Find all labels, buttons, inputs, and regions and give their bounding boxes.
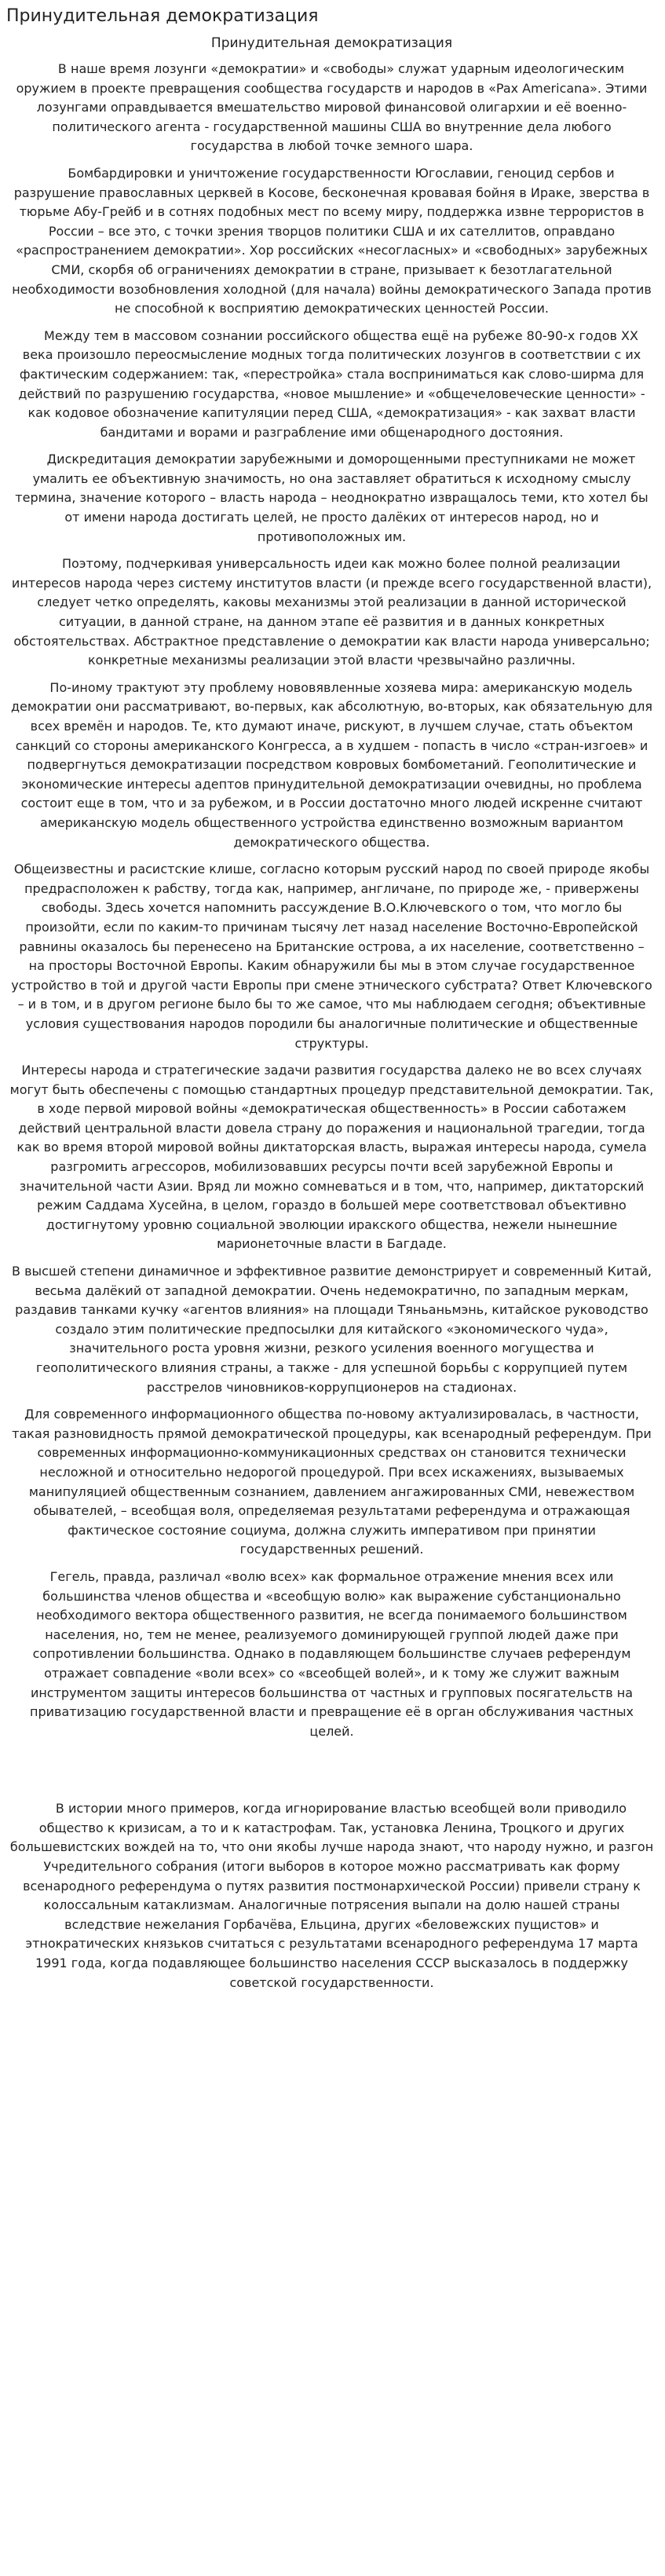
paragraph-1: В наше время лозунги «демократии» и «свободы» служат ударным идеологическим оружием в проекте превращения сообщества государств и народов в «Pax Americana». Этими лозунгами оправдывается вмешательство мировой финансовой олигархии и её военно-политического агента - государственной машины США во внутренние дела любого государства в любой точке земного шара. [16,61,648,154]
page-title: Принудительная демократизация [6,6,319,26]
paragraph-11: Гегель, правда, различал «волю всех» как формальное отражение мнения всех или большинства членов общества и «всеобщую волю» как выражение субстанционально необходимого вектора общественного развития, не всегда понимаемого большинством населения, но, тем не менее, реализуемого доминирующей группой людей даже при сопротивлении большинства. Однако в подавляющем большинстве случаев референдум отражает совпадение «воли всех» со «всеобщей волей», и к тому же служит важным инструментом защиты интересов большинства от частных и групповых посягательств на приватизацию государственной власти и превращение её в орган обслуживания частных целей. [30,1568,634,1739]
paragraph-3: Между тем в массовом сознании российского общества ещё на рубеже 80-90-х годов XX века произошло переосмысление модных тогда политических лозунгов в соответствии с их фактическим содержанием: так, «перестройка» стала восприниматься как слово-ширма для действий по разрушению государства, «новое мышление» и «общечеловеческие ценности» - как кодовое обозначение капитуляции перед США, «демократизация» - как захват власти бандитами и ворами и разграбление ими общенародного достояния. [18,327,645,440]
paragraph-12: В истории много примеров, когда игнорирование властью всеобщей воли приводило общество к кризисам, а то и к катастрофам. Так, установка Ленина, Троцкого и других большевистских вождей на то, что они якобы лучше народа знают, что народу нужно, и разгон Учредительного собрания (итоги выборов в которое можно рассматривать как форму всенародного референдума о путях развития постмонархической России) привели страну к колоссальным катаклизмам. Аналогичные потрясения выпали на долю нашей страны вследствие нежелания Горбачёва, Ельцина, других «беловежских пущистов» и этнократических князьков считаться с результатами всенародного референдума 17 марта 1991 года, когда подавляющее большинство населения СССР высказалось в поддержку советской государственности. [9,1801,654,1990]
paragraph-4: Дискредитация демократии зарубежными и доморощенными преступниками не может умалить ее объективную значимость, но она заставляет обратиться к исходному смыслу термина, значение которого – власть народа – неоднократно извращалось теми, кто хотел бы от имени народа достигать целей, не просто далёких от интересов народ, но и противоположных им. [15,452,649,544]
paragraph-5: Поэтому, подчеркивая универсальность идеи как можно более полной реализации интересов народа через систему институтов власти (и прежде всего государственной власти), следует четко определять, каковы механизмы этой реализации в данной исторической ситуации, в данной стране, на данном этапе её развития и в данных конкретных обстоятельствах. Абстрактное представление о демократии как власти народа универсально; конкретные механизмы реализации этой власти чрезвычайно различны. [11,556,652,668]
paragraph-6: По-иному трактуют эту проблему нововявленные хозяева мира: американскую модель демократии они рассматривают, во-первых, как абсолютную, во-вторых, как обязательную для всех времён и народов. Те, кто думают иначе, рискуют, в лучшем случае, стать объектом санкций со стороны американского Конгресса, а в худшем - попасть в число «стран-изгоев» и подвергнуться демократизации посредством ковровых бомбометаний. Геополитические и экономические интересы адептов принудительной демократизации очевидны, но проблема состоит еще в том, что и за рубежом, и в России достаточно много людей искренне считают американскую модель общественного устройства единственно возможным вариантом демократического общества. [10,679,653,850]
blank-gap [6,1749,657,1799]
paragraph-10: Для современного информационного общества по-новому актуализировалась, в частности, такая разновидность прямой демократической процедуры, как всенародный референдум. При современных информационно-коммуникационных средствах он становится технически несложной и относительно недорогой процедурой. При всех искажениях, вызываемых манипуляцией общественным сознанием, давлением ангажированных СМИ, невежеством обывателей, – всеобщая воля, определяемая результатами референдума и отражающая фактическое состояние социума, должна служить императивом при принятии государственных решений. [12,1407,652,1557]
paragraph-9: В высшей степени динамичное и эффективное развитие демонстрирует и современный Китай, весьма далёкий от западной демократии. Очень недемократично, по западным меркам, раздавив танками кучку «агентов влияния» на площади Тяньаньмэнь, китайское руководство создало этим политические предпосылки для китайского «экономического чуда», значительного роста уровня жизни, резкого усиления военного могущества и геополитического влияния страны, а также - для успешной борьбы с коррупцией путем расстрелов чиновников-коррупционеров на стадионах. [12,1264,652,1395]
paragraph-8: Интересы народа и стратегические задачи развития государства далеко не во всех случаях могут быть обеспечены с помощью стандартных процедур представительной демократии. Так, в ходе первой мировой войны «демократическая общественность» в России саботажем действий центральной власти довела страну до поражения и национальной трагедии, тогда как во время второй мировой войны диктаторская власть, выражая интересы народа, сумела разгромить агрессоров, мобилизовавших ресурсы почти всей зарубежной Европы и значительной части Азии. Вряд ли можно сомневаться и в том, что, например, диктаторский режим Саддама Хусейна, в целом, гораздо в большей мере соответствовал объективно достигнутому уровню социальной эволюции иракского общества, нежели нынешние марионеточные власти в Багдаде. [9,1063,654,1252]
article-title: Принудительная демократизация [210,35,453,51]
paragraph-2: Бомбардировки и уничтожение государственности Югославии, геноцид сербов и разрушение православных церквей в Косове, бесконечная кровавая бойня в Ираке, зверства в тюрьме Абу-Грейб и в сотнях подобных мест по всему миру, поддержка извне террористов в России – все это, с точки зрения творцов политики США и их сателлитов, оправдано «распространением демократии». Хор российских «несогласных» и «свободных» зарубежных СМИ, скорбя об ограничениях демократии в стране, призывает к безотлагательной необходимости возобновления холодной (для начала) войны демократического Запада против не способной к восприятию демократических ценностей России. [12,165,652,317]
paragraph-7: Общеизвестны и расистские клише, согласно которым русский народ по своей природе якобы предрасположен к рабству, тогда как, например, англичане, по природе же, - привержены свободы. Здесь хочется напомнить рассуждение В.О.Ключевского о том, что могло бы произойти, если по каким-то причинам тысячу лет назад население Восточно-Европейской равнины оказалось бы перенесено на Британские острова, а их население, соответственно – на просторы Восточной Европы. Каким обнаружили бы мы в этом случае государственное устройство в той и другой части Европы при смене этнического субстрата? Ответ Ключевского – и в том, и в другом регионе было бы то же самое, что мы наблюдаем сегодня; объективные условия существования народов породили бы аналогичные политические и общественные структуры. [11,862,652,1051]
